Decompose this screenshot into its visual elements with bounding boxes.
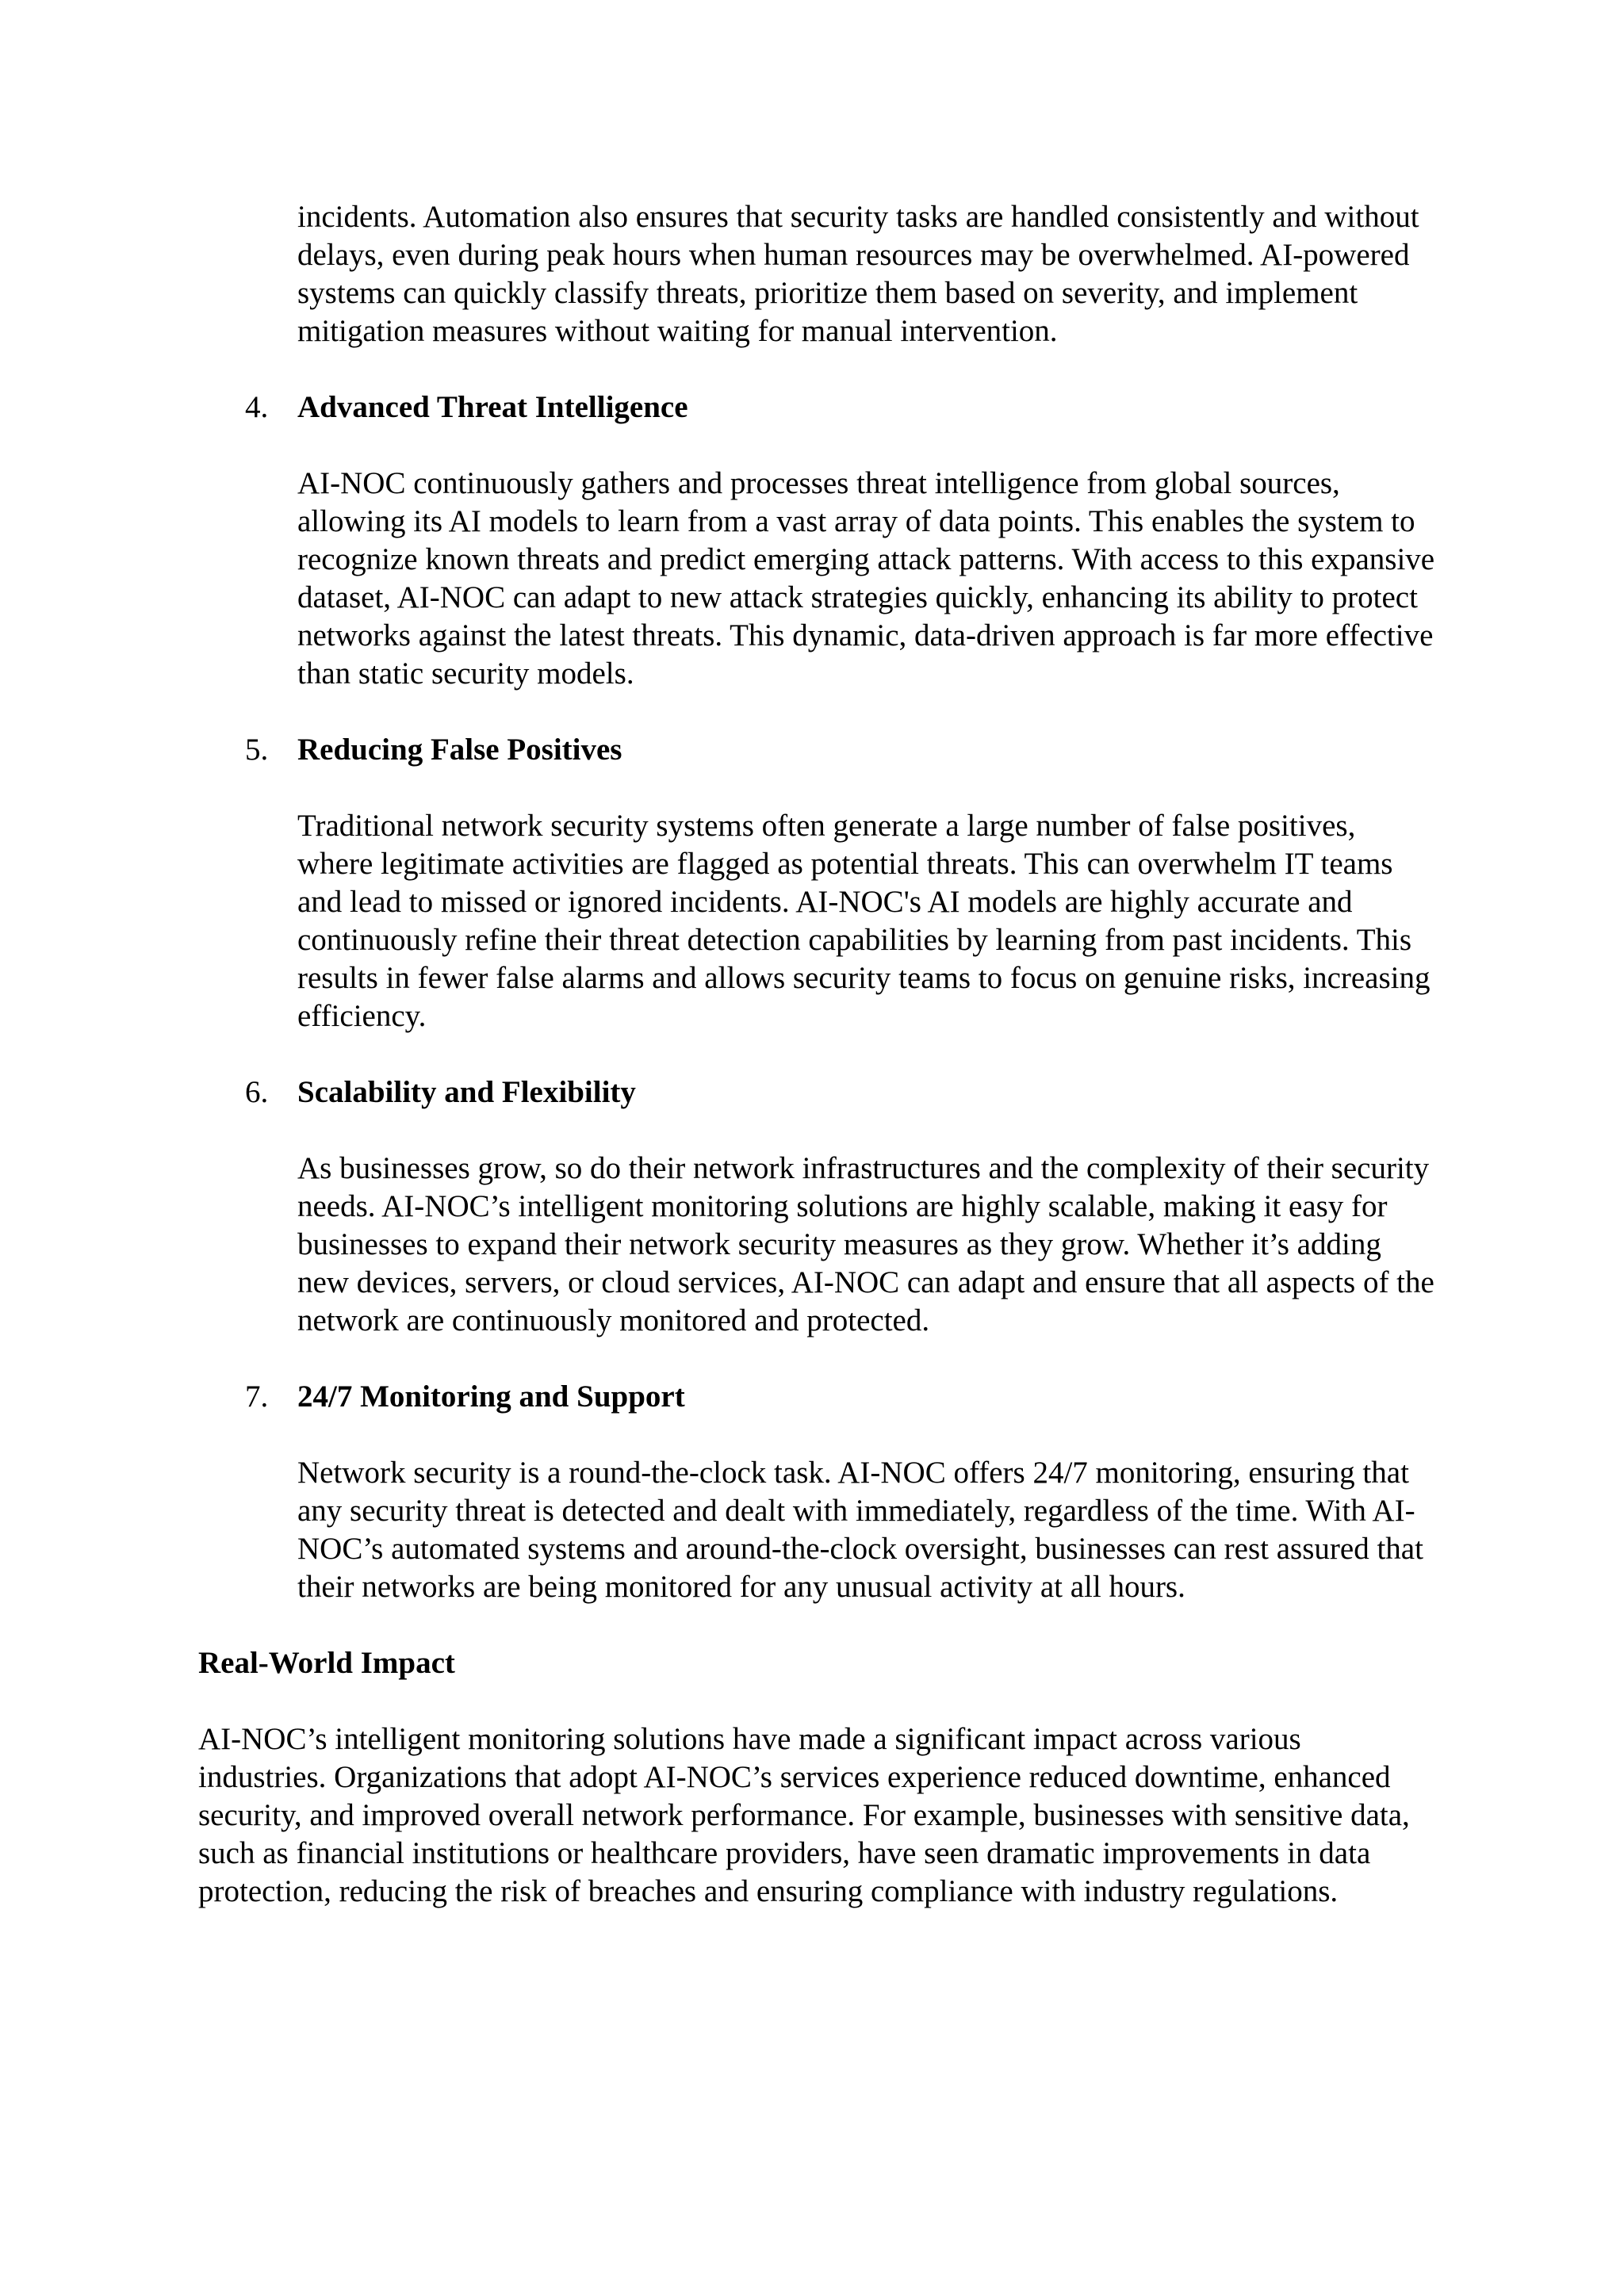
numbered-list [198,388,1435,1606]
list-item [198,1378,1435,1606]
section-heading: Real-World Impact [198,1646,455,1680]
list-item-body: Network security is a round-the-clock task. AI-NOC offers 24/7 monitoring, ensuring that any security threat is detected and dealt with immediately, regardless of the time. With AI-NOC’s automated systems and around-the-clock oversight, businesses can rest assured that their networks are being monitored for any unusual activity at all hours. [297,1456,1423,1604]
list-item-number: 6. [245,1075,269,1109]
list-item-title: Reducing False Positives [297,733,622,767]
list-item-body: As businesses grow, so do their network infrastructures and the complexity of their security needs. AI-NOC’s intelligent monitoring solutions are highly scalable, making it easy for businesses to expand their network security measures as they grow. Whether it’s adding new devices, servers, or cloud services, AI-NOC can adapt and ensure that all aspects of the network are continuously monitored and protected. [297,1151,1434,1337]
page-content [198,198,1435,1911]
list-item [198,731,1435,1035]
section-body: AI-NOC’s intelligent monitoring solutions have made a significant impact across various industries. Organizations that adopt AI-NOC’s services experience reduced downtime, enhanced security, and improved overall network performance. For example, businesses with sensitive data, such as financial institutions or healthcare providers, have seen dramatic improvements in data protection, reducing the risk of breaches and ensuring compliance with industry regulations. [198,1722,1410,1908]
list-item-title: 24/7 Monitoring and Support [297,1380,685,1414]
continued-paragraph: incidents. Automation also ensures that security tasks are handled consistently and without delays, even during peak hours when human resources may be overwhelmed. AI-powered systems can quickly classify threats, prioritize them based on severity, and implement mitigation measures without waiting for manual intervention. [297,200,1419,348]
list-item-number: 5. [245,733,269,767]
list-item-title: Scalability and Flexibility [297,1075,636,1109]
list-item-body: Traditional network security systems often generate a large number of false positives, where legitimate activities are flagged as potential threats. This can overwhelm IT teams and lead to missed or ignored incidents. AI-NOC's AI models are highly accurate and continuously refine their threat detection capabilities by learning from past incidents. This results in fewer false alarms and allows security teams to focus on genuine risks, increasing efficiency. [297,809,1431,1033]
list-item-number: 7. [245,1380,269,1414]
list-item [198,388,1435,693]
list-item [198,1073,1435,1340]
list-item-body: AI-NOC continuously gathers and processes threat intelligence from global sources, allowing its AI models to learn from a vast array of data points. This enables the system to recognize known threats and predict emerging attack patterns. With access to this expansive dataset, AI-NOC can adapt to new attack strategies quickly, enhancing its ability to protect networks against the latest threats. This dynamic, data-driven approach is far more effective than static security models. [297,466,1435,691]
list-item-number: 4. [245,390,269,424]
list-item-title: Advanced Threat Intelligence [297,390,688,424]
